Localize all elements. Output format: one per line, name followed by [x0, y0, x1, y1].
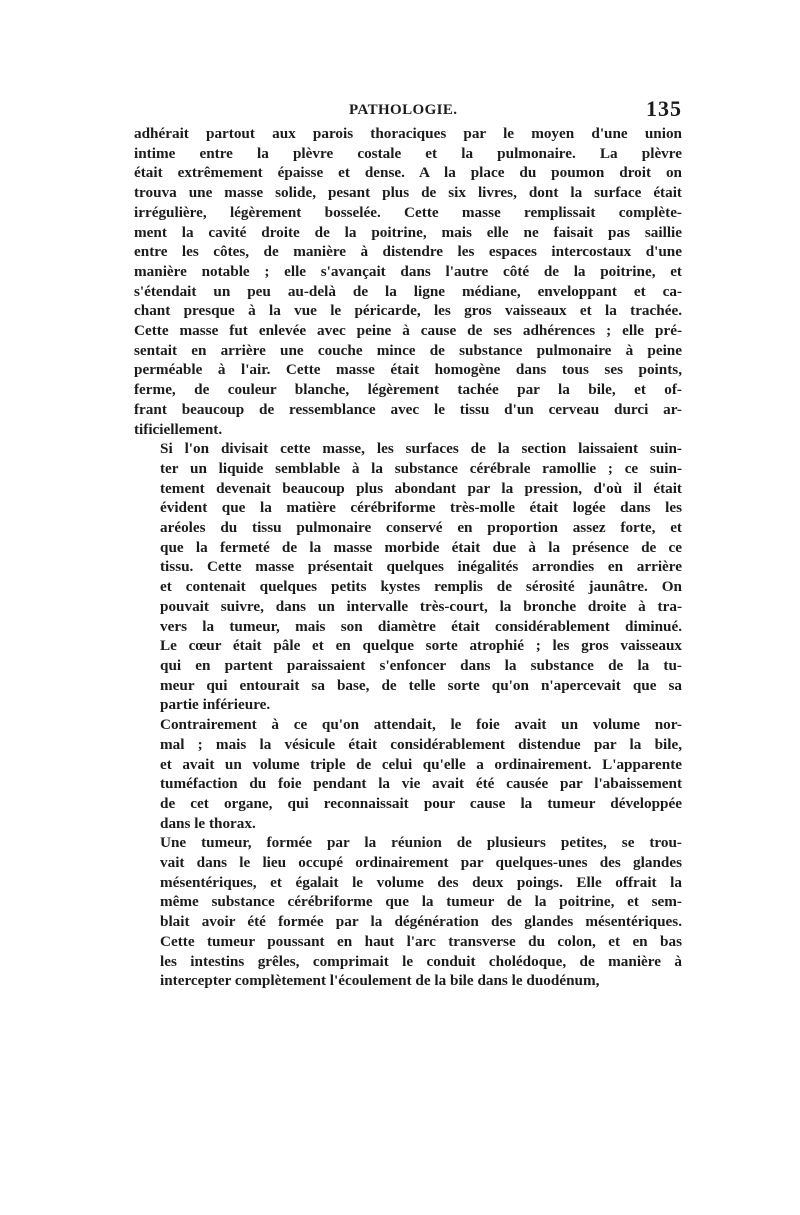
text-line: Si l'on divisait cette masse, les surfaces de la section laissaient suin- — [160, 440, 682, 458]
text-line: les intestins grêles, comprimait le conduit cholédoque, de manière à — [160, 952, 682, 970]
text-line: Une tumeur, formée par la réunion de plusieurs petites, se trou- — [160, 834, 682, 852]
text-line: ferme, de couleur blanche, légèrement tachée par la bile, et of- — [134, 381, 682, 399]
text-line: Contrairement à ce qu'on attendait, le foie avait un volume nor- — [160, 716, 682, 734]
text-line: Cette masse fut enlevée avec peine à cause de ses adhérences ; elle pré- — [134, 322, 682, 340]
text-line: que la fermeté de la masse morbide était due à la présence de ce — [160, 538, 682, 556]
paragraph — [134, 439, 682, 715]
text-line: ment la cavité droite de la poitrine, mais elle ne faisait pas saillie — [134, 223, 682, 241]
text-line: trouva une masse solide, pesant plus de six livres, dont la surface était — [134, 184, 682, 202]
text-line: manière notable ; elle s'avançait dans l'autre côté de la poitrine, et — [134, 262, 682, 280]
paragraph — [134, 124, 682, 439]
text-line: mésentériques, et égalait le volume des deux poings. Elle offrait la — [160, 873, 682, 891]
text-line: partie inférieure. — [160, 696, 271, 714]
text-line: intercepter complètement l'écoulement de la bile dans le duodénum, — [160, 972, 600, 990]
text-line: ter un liquide semblable à la substance cérébrale ramollie ; ce suin- — [160, 459, 682, 477]
text-line: aréoles du tissu pulmonaire conservé en proportion assez forte, et — [160, 519, 682, 537]
text-line: s'étendait un peu au-delà de la ligne médiane, enveloppant et ca- — [134, 282, 682, 300]
text-line: évident que la matière cérébriforme très-molle était logée dans les — [160, 499, 682, 517]
text-line: et avait un volume triple de celui qu'elle a ordinairement. L'apparente — [160, 755, 682, 773]
text-line: qui en partent paraissaient s'enfoncer dans la substance de la tu- — [160, 656, 682, 674]
text-line: vers la tumeur, mais son diamètre était considérablement diminué. — [160, 617, 682, 635]
text-line: vait dans le lieu occupé ordinairement par quelques-unes des glandes — [160, 854, 682, 872]
text-line: tuméfaction du foie pendant la vie avait été causée par l'abaissement — [160, 775, 682, 793]
text-line: était extrêmement épaisse et dense. A la place du poumon droit on — [134, 164, 682, 182]
text-line: tissu. Cette masse présentait quelques inégalités arrondies en arrière — [160, 558, 682, 576]
text-line: meur qui entourait sa base, de telle sorte qu'on n'apercevait que sa — [160, 676, 682, 694]
text-line: et contenait quelques petits kystes remplis de sérosité jaunâtre. On — [160, 578, 682, 596]
text-line: Le cœur était pâle et en quelque sorte atrophié ; les gros vaisseaux — [160, 637, 682, 655]
text-line: de cet organe, qui reconnaissait pour cause la tumeur développée — [160, 794, 682, 812]
text-line: tement devenait beaucoup plus abondant par la pression, d'où il était — [160, 479, 682, 497]
running-title: PATHOLOGIE. — [349, 102, 458, 118]
text-line: Cette tumeur poussant en haut l'arc transverse du colon, et en bas — [160, 932, 682, 950]
body-text — [134, 124, 682, 991]
text-line: sentait en arrière une couche mince de substance pulmonaire à peine — [134, 341, 682, 359]
text-line: pouvait suivre, dans un intervalle très-court, la bronche droite à tra- — [160, 597, 682, 615]
paragraph — [134, 715, 682, 833]
text-line: adhérait partout aux parois thoraciques par le moyen d'une union — [134, 125, 682, 142]
page-number: 135 — [646, 96, 682, 121]
text-line: frant beaucoup de ressemblance avec le tissu d'un cerveau durci ar- — [134, 400, 682, 418]
text-line: entre les côtes, de manière à distendre les espaces intercostaux d'une — [134, 243, 682, 261]
text-line: tificiellement. — [134, 420, 223, 438]
paragraph — [134, 833, 682, 991]
text-line: perméable à l'air. Cette masse était homogène dans tous ses points, — [134, 361, 682, 379]
text-line: mal ; mais la vésicule était considérablement distendue par la bile, — [160, 735, 682, 753]
text-line: irrégulière, légèrement bosselée. Cette masse remplissait complète- — [134, 203, 682, 221]
text-line: même substance cérébriforme que la tumeur de la poitrine, et sem- — [160, 893, 682, 911]
page-header — [134, 96, 682, 126]
text-line: dans le thorax. — [160, 814, 256, 832]
text-line: blait avoir été formée par la dégénération des glandes mésentériques. — [160, 913, 682, 931]
text-line: intime entre la plèvre costale et la pulmonaire. La plèvre — [134, 144, 682, 162]
text-line: chant presque à la vue le péricarde, les gros vaisseaux et la trachée. — [134, 302, 682, 320]
